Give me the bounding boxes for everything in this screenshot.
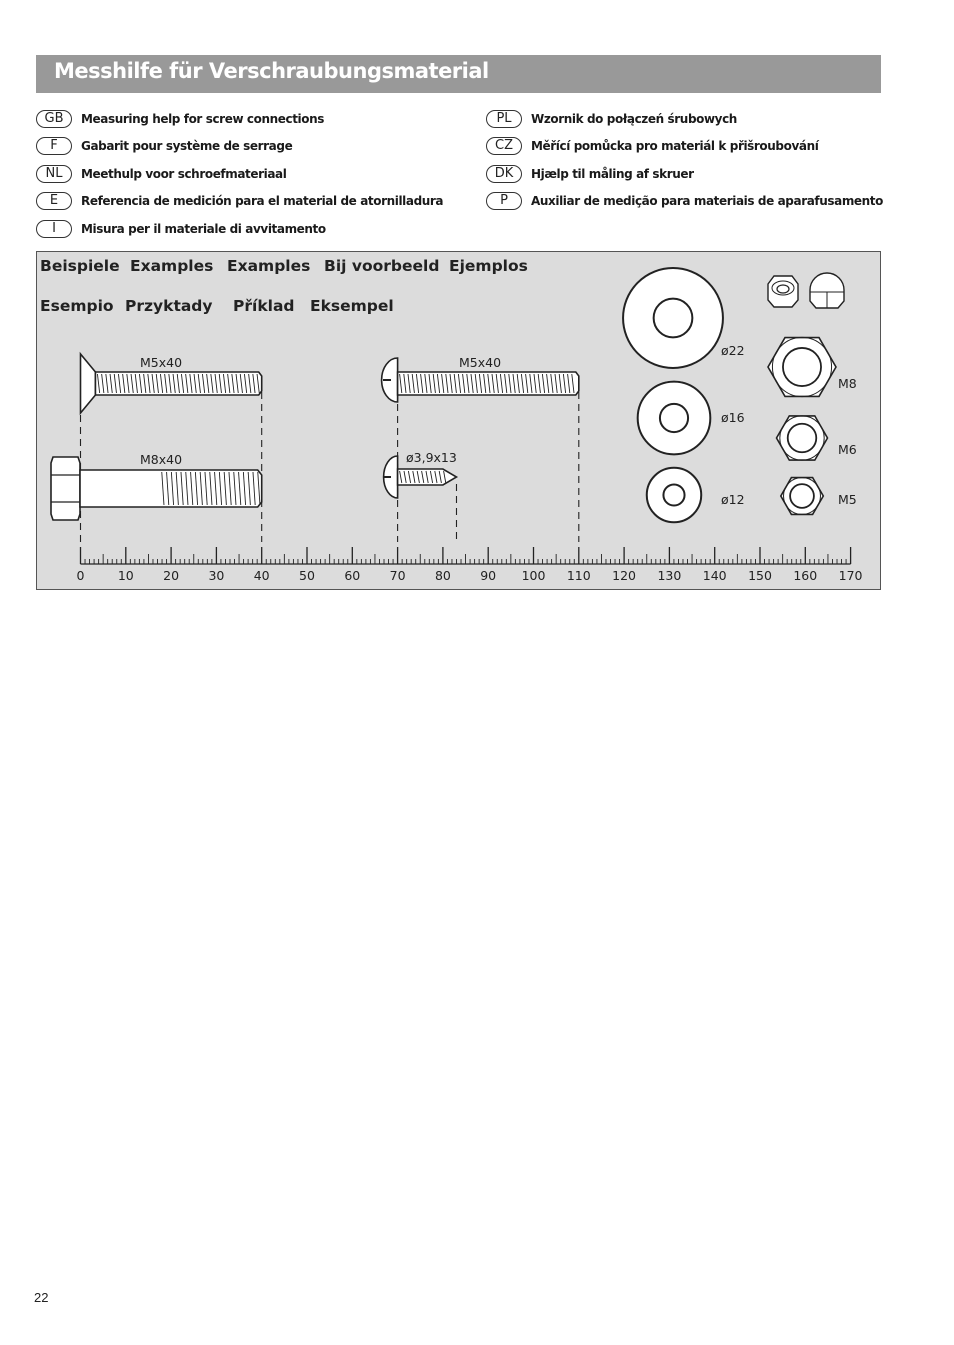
language-list-left xyxy=(36,105,443,243)
ruler-tick-label: 80 xyxy=(434,568,451,583)
measuring-gauge-drawing xyxy=(37,252,882,591)
language-row-e xyxy=(36,188,443,216)
examples-heading: Examples xyxy=(130,257,214,275)
nut-label: M6 xyxy=(838,442,857,457)
examples-heading: Esempio xyxy=(40,297,114,315)
hex-nut-hole xyxy=(783,348,821,386)
language-label: Wzornik do połączeń śrubowych xyxy=(531,111,737,126)
language-label: Meethulp voor schroefmateriaal xyxy=(81,166,287,181)
language-code-badge: P xyxy=(486,192,522,210)
hex-bolt-head xyxy=(51,457,80,520)
screw-label-hex-bolt: M8x40 xyxy=(140,452,183,467)
washer-label: ø12 xyxy=(721,492,745,507)
examples-heading: Eksempel xyxy=(310,297,394,315)
language-list-right xyxy=(486,105,883,215)
language-row-pl xyxy=(486,105,883,133)
lock-nut-hole xyxy=(777,285,789,293)
ruler-tick-label: 140 xyxy=(702,568,727,583)
washer-label: ø16 xyxy=(721,410,745,425)
ruler-tick-label: 170 xyxy=(838,568,863,583)
language-code-badge: E xyxy=(36,192,72,210)
washer-hole xyxy=(654,299,693,338)
language-label: Měřící pomůcka pro materiál k přišroubování xyxy=(531,139,819,154)
ruler-tick-label: 60 xyxy=(344,568,361,583)
language-code-badge: GB xyxy=(36,110,72,128)
measuring-gauge-panel xyxy=(36,251,881,590)
title-bar xyxy=(36,55,881,93)
examples-heading: Examples xyxy=(227,257,311,275)
hex-nut-hole xyxy=(788,424,817,453)
ruler-tick-label: 150 xyxy=(748,568,772,583)
examples-heading: Przyktady xyxy=(125,297,213,315)
language-code-badge: I xyxy=(36,220,72,238)
page-title: Messhilfe für Verschraubungsmaterial xyxy=(54,59,489,83)
ruler-tick-label: 160 xyxy=(793,568,818,583)
language-row-dk xyxy=(486,160,883,188)
language-row-p xyxy=(486,188,883,216)
language-row-nl xyxy=(36,160,443,188)
language-code-badge: F xyxy=(36,137,72,155)
language-label: Hjælp til måling af skruer xyxy=(531,166,694,181)
language-label: Misura per il materiale di avvitamento xyxy=(81,221,326,236)
language-code-badge: DK xyxy=(486,165,522,183)
washer-hole xyxy=(663,484,684,505)
ruler-tick-label: 20 xyxy=(163,568,180,583)
washer-label: ø22 xyxy=(721,343,745,358)
ruler-tick-label: 10 xyxy=(117,568,134,583)
language-row-f xyxy=(36,133,443,161)
ruler-tick-label: 0 xyxy=(76,568,85,583)
examples-heading: Bij voorbeeld xyxy=(324,257,440,275)
examples-heading: Ejemplos xyxy=(449,257,528,275)
screw-label-tapping: ø3,9x13 xyxy=(406,450,457,465)
nut-label: M8 xyxy=(838,376,857,391)
screw-label-countersunk: M5x40 xyxy=(140,355,183,370)
ruler-tick-label: 30 xyxy=(208,568,225,583)
ruler-tick-label: 120 xyxy=(612,568,637,583)
hex-nut-hole xyxy=(790,484,814,508)
ruler-tick-label: 100 xyxy=(521,568,546,583)
ruler-tick-label: 50 xyxy=(299,568,315,583)
ruler-tick-label: 90 xyxy=(480,568,497,583)
language-label: Measuring help for screw connections xyxy=(81,111,324,126)
language-label: Referencia de medición para el material de atornilladura xyxy=(81,194,444,209)
ruler-tick-label: 40 xyxy=(253,568,270,583)
language-code-badge: NL xyxy=(36,165,72,183)
washer-hole xyxy=(660,404,688,432)
language-label: Auxiliar de medição para materiais de aparafusamento xyxy=(531,194,883,209)
ruler-tick-label: 110 xyxy=(566,568,591,583)
examples-heading: Beispiele xyxy=(40,257,120,275)
examples-heading: Příklad xyxy=(233,297,295,315)
language-row-gb xyxy=(36,105,443,133)
language-code-badge: CZ xyxy=(486,137,522,155)
language-row-cz xyxy=(486,133,883,161)
countersunk-screw-head xyxy=(81,354,96,413)
language-code-badge: PL xyxy=(486,110,522,128)
language-row-i xyxy=(36,215,443,243)
page-number: 22 xyxy=(34,1290,49,1305)
language-label: Gabarit pour système de serrage xyxy=(81,139,293,154)
ruler-tick-label: 130 xyxy=(657,568,682,583)
ruler-tick-label: 70 xyxy=(389,568,406,583)
screw-label-round-head: M5x40 xyxy=(459,355,502,370)
nut-label: M5 xyxy=(838,492,857,507)
